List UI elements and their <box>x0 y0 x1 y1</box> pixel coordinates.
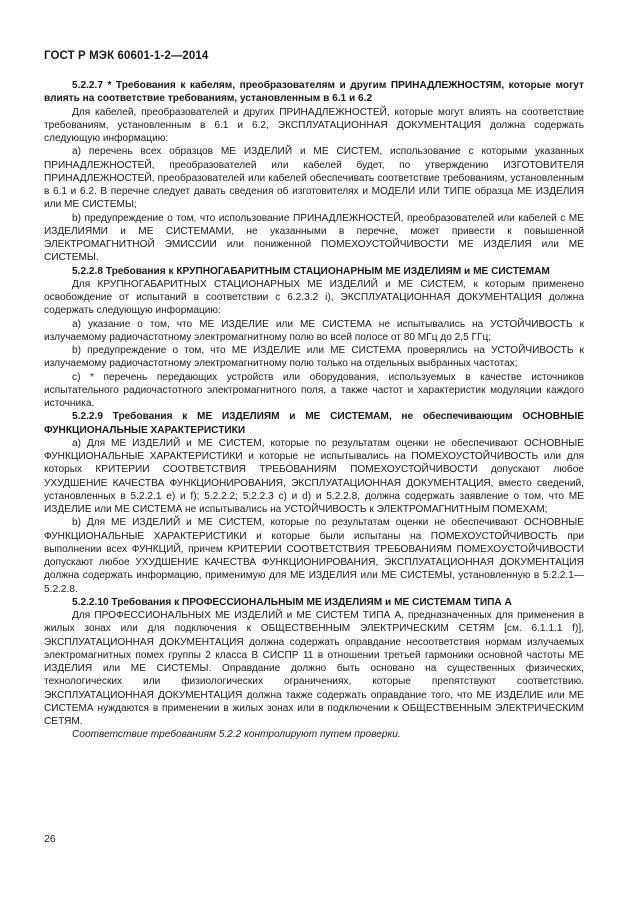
paragraph: Для КРУПНОГАБАРИТНЫХ СТАЦИОНАРНЫХ МЕ ИЗДЕЛИЙ и МЕ СИСТЕМ, к которым применено освобождение от испытаний в соответствии с 6.2.3.2 i), ЭКСПЛУАТАЦИОННАЯ ДОКУМЕНТАЦИЯ должна содержать следующую информацию: <box>44 278 584 317</box>
paragraph: Для ПРОФЕССИОНАЛЬНЫХ МЕ ИЗДЕЛИЙ и МЕ СИСТЕМ ТИПА А, предназначенных для применения в жилых зонах или для подключения к ОБЩЕСТВЕННЫМ ЭЛЕКТРИЧЕСКИМ СЕТЯМ [см. 6.1.1.1 f)], ЭКСПЛУАТАЦИОННАЯ ДОКУМЕНТАЦИЯ должна содержать оправдание несоответствия нормам излучаемых электромагнитных помех группы 2 класса В СИСПР 11 в отношении третьей гармоники основной частоты МЕ ИЗДЕЛИЯ или МЕ СИСТЕМЫ. Оправдание должно быть основано на существенных физических, технологических или физиологических ограничениях, которые препятствуют соответствию. ЭКСПЛУАТАЦИОННАЯ ДОКУМЕНТАЦИЯ должна также содержать оправдание того, что МЕ ИЗДЕЛИЕ или МЕ СИСТЕМА нуждаются в применении в жилых зонах или в подключении к ОБЩЕСТВЕННЫМ ЭЛЕКТРИЧЕСКИМ СЕТЯМ. <box>44 610 584 727</box>
paragraph: Для кабелей, преобразователей и других ПРИНАДЛЕЖНОСТЕЙ, которые могут влиять на соответствие требованиям, установленным в 6.1 и 6.2, ЭКСПЛУАТАЦИОННАЯ ДОКУМЕНТАЦИЯ должна содержать следующую информацию: <box>44 106 584 144</box>
list-item-a: а) указание о том, что МЕ ИЗДЕЛИЕ или МЕ СИСТЕМА не испытывались на УСТОЙЧИВОСТЬ к излучаемому радиочастотному электромагнитному полю во всей полосе от 80 МГц до 2,5 ГГц; <box>44 318 584 343</box>
document-body <box>44 79 584 742</box>
list-item-b: b) предупреждение о том, что использование ПРИНАДЛЕЖНОСТЕЙ, преобразователей или кабелей с МЕ ИЗДЕЛИЯМИ и МЕ СИСТЕМАМИ, не указанными в перечне, может привести к повышенной ЭЛЕКТРОМАГНИТНОЙ ЭМИССИИ или пониженной ПОМЕХОУСТОЙЧИВОСТИ МЕ ИЗДЕЛИЯ или МЕ СИСТЕМЫ. <box>44 212 584 264</box>
compliance-note: Соответствие требованиям 5.2.2 контролируют путем проверки. <box>72 729 401 741</box>
section-heading-5-2-2-8: 5.2.2.8 Требования к КРУПНОГАБАРИТНЫМ СТАЦИОНАРНЫМ МЕ ИЗДЕЛИЯМ и МЕ СИСТЕМАМ <box>72 265 550 277</box>
list-item-a: а) Для МЕ ИЗДЕЛИЙ и МЕ СИСТЕМ, которые по результатам оценки не обеспечивают ОСНОВНЫЕ ФУНКЦИОНАЛЬНЫЕ ХАРАКТЕРИСТИКИ и которые не испытывались на ПОМЕХОУСТОЙЧИВОСТЬ или для которых КРИТЕРИИ СООТВЕТСТВИЯ ТРЕБОВАНИЯМ ПОМЕХОУСТОЙЧИВОСТИ допускают любое УХУДШЕНИЕ КАЧЕСТВА ФУНКЦИОНИРОВАНИЯ, ЭКСПЛУАТАЦИОННАЯ ДОКУМЕНТАЦИЯ, вместо сведений, установленных в 5.2.2.1 е) и f); 5.2.2.2; 5.2.2.3 с) и d) и 5.2.2.8, должна содержать заявление о том, что МЕ ИЗДЕЛИЕ или МЕ СИСТЕМА не испытывались на УСТОЙЧИВОСТЬ к ЭЛЕКТРОМАГНИТНЫМ ПОМЕХАМ; <box>44 437 584 515</box>
section-heading-5-2-2-9: 5.2.2.9 Требования к МЕ ИЗДЕЛИЯМ и МЕ СИСТЕМАМ, не обеспечивающим ОСНОВНЫЕ ФУНКЦИОНАЛЬНЫЕ ХАРАКТЕРИСТИКИ <box>44 411 584 436</box>
list-item-a: а) перечень всех образцов МЕ ИЗДЕЛИЙ и МЕ СИСТЕМ, использование с которыми указанных ПРИНАДЛЕЖНОСТЕЙ, преобразователей или кабелей будет, по утверждению ИЗГОТОВИТЕЛЯ ПРИНАДЛЕЖНОСТЕЙ, преобразователей или кабелей обеспечивать соответствие требованиям, установленным в 6.1 и 6.2. В перечне следует давать сведения об изготовителях и МОДЕЛИ ИЛИ ТИПЕ образца МЕ ИЗДЕЛИЯ или МЕ СИСТЕМЫ; <box>44 146 584 211</box>
section-heading-5-2-2-10: 5.2.2.10 Требования к ПРОФЕССИОНАЛЬНЫМ МЕ ИЗДЕЛИЯМ и МЕ СИСТЕМАМ ТИПА А <box>72 596 512 608</box>
list-item-b: b) предупреждение о том, что МЕ ИЗДЕЛИЕ или МЕ СИСТЕМА проверялись на УСТОЙЧИВОСТЬ к излучаемому радиочастотному электромагнитному полю только на отдельных выбранных частотах; <box>44 345 584 370</box>
section-heading-5-2-2-7: 5.2.2.7 * Требования к кабелям, преобразователям и другим ПРИНАДЛЕЖНОСТЯМ, которые могут влиять на соответствие требованиям, установленным в 6.1 и 6.2 <box>44 80 584 105</box>
list-item-b: b) Для МЕ ИЗДЕЛИЙ и МЕ СИСТЕМ, которые по результатам оценки не обеспечивают ОСНОВНЫЕ ФУНКЦИОНАЛЬНЫЕ ХАРАКТЕРИСТИКИ и которые были испытаны на ПОМЕХОУСТОЙЧИВОСТЬ при выполнении всех ФУНКЦИЙ, причем КРИТЕРИИ СООТВЕТСТВИЯ ТРЕБОВАНИЯМ ПОМЕХОУСТОЙЧИВОСТИ допускают любое УХУДШЕНИЕ КАЧЕСТВА ФУНКЦИОНИРОВАНИЯ, ЭКСПЛУАТАЦИОННАЯ ДОКУМЕНТАЦИЯ должна содержать информацию, применимую для МЕ ИЗДЕЛИЯ или МЕ СИСТЕМЫ, установленную в 5.2.2.1—5.2.2.8. <box>44 517 584 595</box>
page-number: 26 <box>44 833 56 845</box>
standard-header: ГОСТ Р МЭК 60601-1-2—2014 <box>44 50 209 62</box>
list-item-c: с) * перечень передающих устройств или оборудования, используемых в качестве источников испытательного радиочастотного электромагнитного поля, а также частот и характеристик модуляции каждого источника. <box>44 371 584 409</box>
